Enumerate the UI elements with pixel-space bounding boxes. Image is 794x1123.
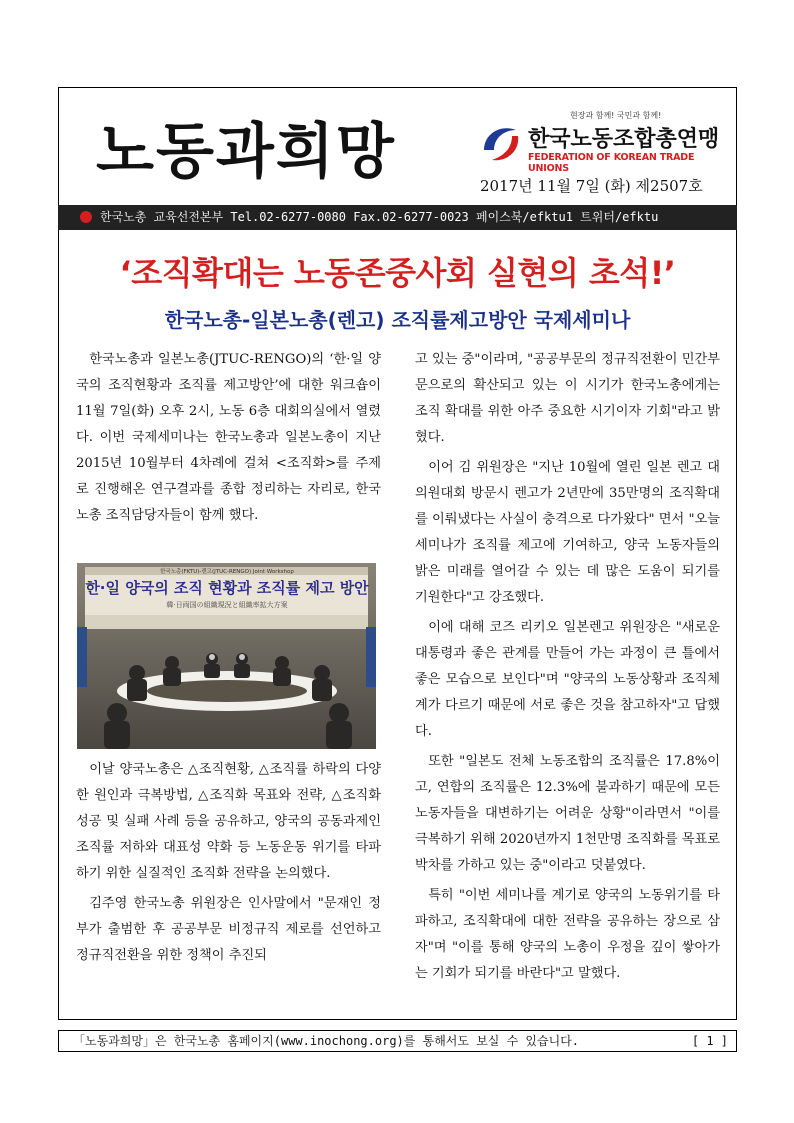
banner-main: 한·일 양국의 조직 현황과 조직률 제고 방안	[85, 579, 369, 597]
article-headline: ‘조직확대는 노동존중사회 실현의 초석!’	[119, 254, 676, 292]
page-footer	[58, 1030, 737, 1052]
paragraph: 이에 대해 코즈 리키오 일본렌고 위원장은 "새로운 대통령과 좋은 관계를 만들어 가는 과정이 큰 틀에서 좋은 모습으로 보인다"며 "양국의 노동상황과 조직체계가 다르기 때문에 서로 좋은 것을 참고하자"고 답했다.	[415, 620, 720, 739]
paragraph: 이어 김 위원장은 "지난 10월에 열린 일본 렌고 대의원대회 방문시 렌고가 2년만에 35만명의 조직확대를 이뤄냈다는 사실이 충격으로 다가왔다" 면서 "오늘 세미나가 조직률 제고에 기여하고, 양국 노동자들의 밝은 미래를 열어갈 수 있는 데 많은 도움이 되기를 기원한다"고 강조했다.	[415, 460, 720, 605]
article-column-left-top	[76, 347, 381, 533]
banner-line1: 한국노총(FKTU)-렌고(JTUC-RENGO) Joint Workshop	[160, 569, 294, 575]
issue-date: 2017년 11월 7일 (화) 제2507호	[480, 177, 703, 195]
fktu-dot-icon	[80, 211, 92, 223]
article-subhead: 한국노총-일본노총(렌고) 조직률제고방안 국제세미나	[164, 308, 631, 332]
paragraph: 특히 "이번 세미나를 계기로 양국의 노동위기를 타파하고, 조직확대에 대한 전략을 공유하는 장으로 삼자"며 "이를 통해 양국의 노총이 우정을 깊이 쌓아가는 기회가 되기를 바란다"고 말했다.	[415, 888, 720, 981]
org-name: 한국노동조합총연맹	[528, 127, 720, 152]
page-number: [ 1 ]	[691, 1034, 728, 1048]
org-tagline: 현장과 함께! 국민과 함께!	[570, 111, 662, 120]
org-name-en: FEDERATION OF KOREAN TRADE UNIONS	[528, 152, 695, 174]
contact-bar	[58, 205, 737, 230]
paragraph: 김주영 한국노총 위원장은 인사말에서 "문재인 정부가 출범한 후 공공부문 비정규직 제로를 선언하고 정규직전환을 위한 정책이 추진되	[76, 896, 381, 963]
paragraph: 고 있는 중"이라며, "공공부문의 정규직전환이 민간부문으로의 확산되고 있는 이 시기가 한국노총에게는 조직 확대를 위한 아주 중요한 시기이자 기회"라고 밝혔다.	[415, 352, 720, 445]
article-column-right	[415, 347, 720, 991]
paragraph: 한국노총과 일본노총(JTUC-RENGO)의 ‘한·일 양국의 조직현황과 조직률 제고방안’에 대한 워크숍이 11월 7일(화) 오후 2시, 노동 6층 대회의실에서 열렸다. 이번 국제세미나는 한국노총과 일본노총이 지난 2015년 10월부터 4차례에 걸쳐 <조직화>를 주제로 진행해온 연구결과를 종합 정리하는 자리로, 한국노총 조직담당자들이 함께 했다.	[76, 352, 381, 523]
contact-text: 한국노총 교육선전본부 Tel.02-6277-0080 Fax.02-6277-0023 페이스북/efktu1 트위터/efktu	[100, 210, 659, 224]
org-logo	[478, 110, 728, 174]
banner-sub: 韓·日両国の組織現況と組織率拡大方案	[166, 601, 288, 609]
paragraph: 이날 양국노총은 △조직현황, △조직률 하락의 다양한 원인과 극복방법, △조직화 목표와 전략, △조직화 성공 및 실패 사례 등을 공유하고, 양국의 공동과제인 조직률 저하와 대표성 약화 등 노동운동 위기를 타파하기 위한 실질적인 조직화 전략을 논의했다.	[76, 762, 381, 881]
article-column-left-bottom	[76, 757, 381, 973]
fktu-emblem-icon	[478, 120, 524, 166]
workshop-photo-image	[77, 563, 376, 749]
footer-text: 「노동과희망」은 한국노총 홈페이지(www.inochong.org)를 통해서도 보실 수 있습니다.	[73, 1034, 580, 1048]
workshop-photo	[77, 563, 376, 749]
paragraph: 또한 "일본도 전체 노동조합의 조직률은 17.8%이고, 연합의 조직률은 12.3%에 불과하기 때문에 모든 노동자들을 대변하기는 어려운 상황"이라면서 "이를 극복하기 위해 2020년까지 1천만명 조직화를 목표로 박차를 가하고 있는 중"이라고 덧붙였다.	[415, 754, 720, 873]
masthead-title: 노동과희망	[96, 117, 396, 187]
